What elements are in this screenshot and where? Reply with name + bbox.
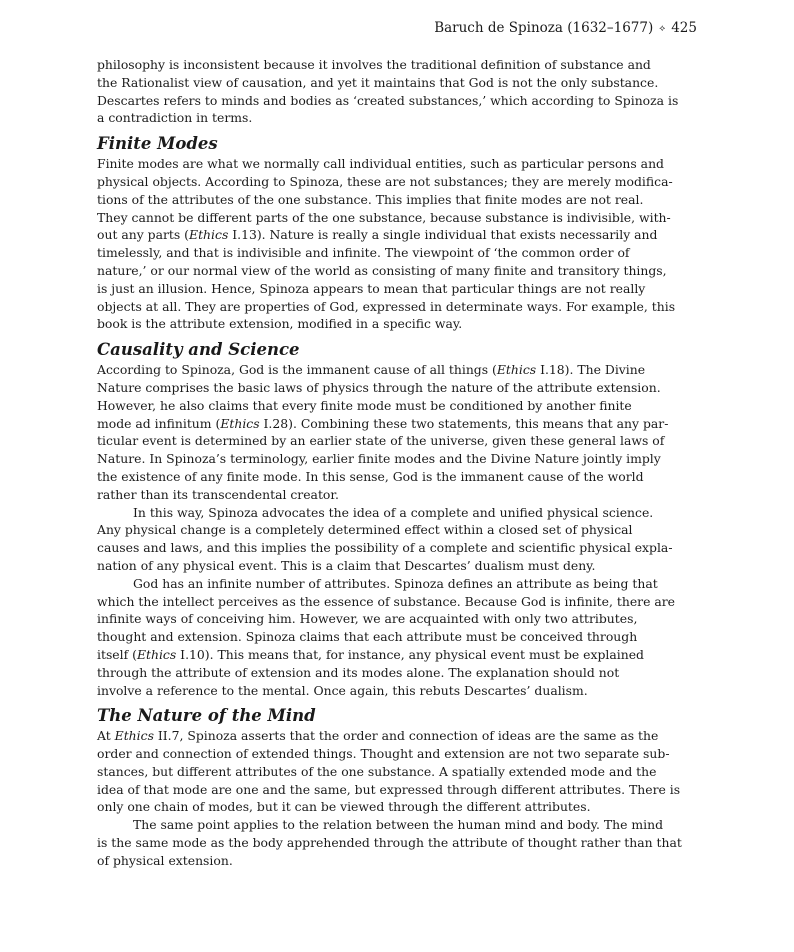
section-heading: Finite Modes [97, 134, 218, 154]
paragraph [97, 816, 717, 869]
text-line: only one chain of modes, but it can be viewed through the different attributes. [97, 799, 591, 815]
text-line: However, he also claims that every finite mode must be conditioned by another finite [97, 397, 632, 413]
text-line: infinite ways of conceiving him. However, we are acquainted with only two attributes, [97, 611, 638, 627]
text-line: They cannot be different parts of the one substance, because substance is indivisible, with- [97, 209, 671, 225]
text-line: order and connection of extended things. Thought and extension are not two separate sub- [97, 746, 670, 762]
text-line: stances, but different attributes of the one substance. A spatially extended mode and the [97, 763, 657, 779]
text-line: objects at all. They are properties of God, expressed in determinate ways. For example, this [97, 298, 676, 314]
paragraph [97, 361, 717, 503]
text-line: physical objects. According to Spinoza, these are not substances; they are merely modifica- [97, 173, 673, 189]
text-line: ticular event is determined by an earlier state of the universe, given these general laws of [97, 433, 665, 449]
text-line: the existence of any finite mode. In this sense, God is the immanent cause of the world [97, 468, 644, 484]
text-line: thought and extension. Spinoza claims that each attribute must be conceived through [97, 629, 638, 645]
text-line: Any physical change is a completely determined effect within a closed set of physical [97, 522, 633, 538]
running-header [97, 18, 697, 39]
text-line: itself (Ethics I.10). This means that, for instance, any physical event must be explained [97, 646, 644, 662]
text-line: the Rationalist view of causation, and yet it maintains that God is not the only substance. [97, 74, 659, 90]
section-heading: The Nature of the Mind [97, 706, 316, 726]
section-heading: Causality and Science [97, 340, 300, 360]
text-line: out any parts (Ethics I.13). Nature is really a single individual that exists necessarily and [97, 227, 658, 243]
text-line: Finite modes are what we normally call individual entities, such as particular persons and [97, 156, 664, 172]
page-number: 425 [671, 20, 697, 36]
text-line: tions of the attributes of the one substance. This implies that finite modes are not real. [97, 191, 644, 207]
text-line: philosophy is inconsistent because it involves the traditional definition of substance and [97, 57, 651, 72]
text-line: mode ad infinitum (Ethics I.28). Combining these two statements, this means that any par- [97, 415, 669, 431]
text-line: timelessly, and that is indivisible and infinite. The viewpoint of ‘the common order of [97, 245, 630, 261]
text-line: book is the attribute extension, modified in a specific way. [97, 316, 463, 332]
paragraph [97, 575, 717, 700]
text-line: God has an infinite number of attributes. Spinoza defines an attribute as being that [133, 575, 658, 591]
text-line: causes and laws, and this implies the possibility of a complete and scientific physical expla- [97, 540, 673, 556]
text-line: Descartes refers to minds and bodies as ‘created substances,’ which according to Spinoza is [97, 92, 679, 108]
text-line: The same point applies to the relation between the human mind and body. The mind [133, 817, 664, 833]
running-title: Baruch de Spinoza (1632–1677) [434, 20, 654, 36]
text-line: a contradiction in terms. [97, 110, 253, 126]
text-line: Nature comprises the basic laws of physics through the nature of the attribute extension. [97, 379, 661, 395]
body-text [97, 56, 717, 870]
diamond-ornament-icon: ⟡ [659, 24, 666, 34]
paragraph [97, 727, 717, 816]
paragraph [97, 155, 717, 333]
text-line: through the attribute of extension and its modes alone. The explanation should not [97, 664, 620, 680]
text-line: Nature. In Spinoza’s terminology, earlier finite modes and the Divine Nature jointly imply [97, 451, 661, 467]
text-line: is just an illusion. Hence, Spinoza appears to mean that particular things are not really [97, 280, 646, 296]
text-line: of physical extension. [97, 852, 233, 868]
text-line: At Ethics II.7, Spinoza asserts that the order and connection of ideas are the same as the [97, 728, 659, 744]
paragraph [97, 56, 717, 127]
text-line: rather than its transcendental creator. [97, 486, 339, 502]
text-line: involve a reference to the mental. Once again, this rebuts Descartes’ dualism. [97, 682, 588, 698]
text-line: idea of that mode are one and the same, but expressed through different attributes. There is [97, 781, 681, 797]
text-line: In this way, Spinoza advocates the idea of a complete and unified physical science. [133, 504, 654, 520]
text-line: nature,’ or our normal view of the world as consisting of many finite and transitory things, [97, 262, 667, 278]
text-line: is the same mode as the body apprehended through the attribute of thought rather than that [97, 835, 682, 851]
text-line: which the intellect perceives as the essence of substance. Because God is infinite, there are [97, 593, 675, 609]
paragraph [97, 504, 717, 575]
text-line: nation of any physical event. This is a claim that Descartes’ dualism must deny. [97, 557, 596, 573]
text-line: According to Spinoza, God is the immanent cause of all things (Ethics I.18). The Divine [97, 362, 646, 378]
